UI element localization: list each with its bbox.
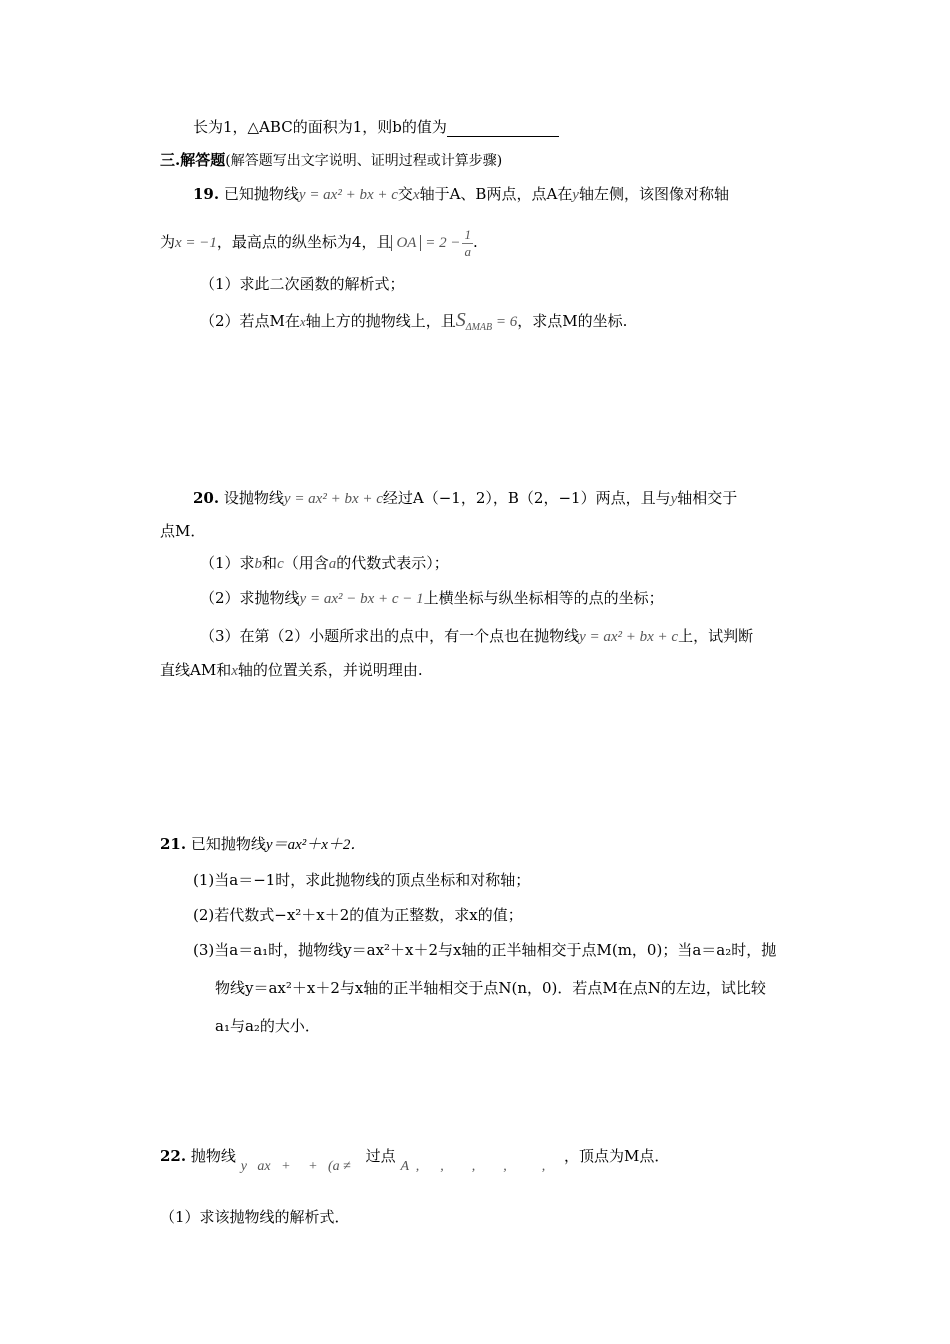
q22-number: 22. <box>160 1147 187 1165</box>
section-heading <box>160 150 502 171</box>
q19-part1: （1）求此二次函数的解析式； <box>200 275 405 293</box>
q20-part3: （3）在第（2）小题所求出的点中，有一个点也在抛物线y = ax² + bx + c上，试判断 <box>200 627 754 645</box>
q20-line2: 点M． <box>160 522 206 540</box>
q22-equation-fragment: y ax + + (a ≠ <box>240 1159 351 1174</box>
q19-line1: 19. 已知抛物线y = ax² + bx + c交x轴于A、B两点，点A在y轴左侧，该图像对称轴 <box>193 185 729 203</box>
q22-line1: 22. 抛物线 y ax + + (a ≠ 过点 A , , , , , ，顶点为M点． <box>160 1147 670 1174</box>
q19-line2: 为x = −1，最高点的纵坐标为4，且 OA = 2 − $\frac{1}{a}$ . <box>160 226 478 259</box>
q19-abs-oa: OA <box>391 235 421 251</box>
q19-equation: y = ax² + bx + c <box>298 187 398 203</box>
answer-blank <box>447 120 559 137</box>
q19-part2: （2）若点M在x轴上方的抛物线上，且$S_{\Delta MAB} = 6$，求点M的坐标. <box>200 309 628 333</box>
section-subtitle: (解答题写出文字说明、证明过程或计算步骤) <box>225 153 503 169</box>
q20-line1: 20. 设抛物线y = ax² + bx + c经过A（−1，2），B（2，−1）两点，且与y轴相交于 <box>193 489 738 507</box>
prev-question-line: 长为1，△ABC的面积为1，则b的值为 <box>193 117 559 137</box>
q21-part1: (1)当a＝−1时，求此抛物线的顶点坐标和对称轴； <box>193 871 531 889</box>
q21-part3: (3)当a＝a₁时，抛物线y＝ax²＋x＋2与x轴的正半轴相交于点M(m，0)；当a＝a₂时，抛 <box>193 941 777 959</box>
q20-number: 20. <box>193 489 220 507</box>
q19-fraction: $\frac{1}{a}$ <box>464 226 471 259</box>
q19-number: 19. <box>193 185 220 203</box>
section-title: 三.解答题 <box>160 151 226 169</box>
q21-part2: (2)若代数式−x²＋x＋2的值为正整数，求x的值； <box>193 906 523 924</box>
q22-point-fragment: A , , , , , <box>400 1159 546 1174</box>
q21-number: 21. <box>160 835 187 853</box>
q21-part3-line2: 物线y＝ax²＋x＋2与x轴的正半轴相交于点N(n，0)．若点M在点N的左边，试比较 <box>215 979 766 997</box>
q22-part1: （1）求该抛物线的解析式． <box>160 1208 350 1226</box>
q20-part2: （2）求抛物线y = ax² − bx + c − 1上横坐标与纵坐标相等的点的坐标； <box>200 589 664 607</box>
q20-part3-cont: 直线AM和x轴的位置关系，并说明理由. <box>160 661 423 679</box>
q21-line1: 21. 已知抛物线y＝ax²＋x＋2． <box>160 835 366 853</box>
q21-equation: y＝ax²＋x＋2． <box>265 837 366 853</box>
q20-part1: （1）求b和c（用含a的代数式表示）； <box>200 554 449 572</box>
q21-part3-line3: a₁与a₂的大小． <box>215 1017 320 1035</box>
q20-equation: y = ax² + bx + c <box>283 491 383 507</box>
